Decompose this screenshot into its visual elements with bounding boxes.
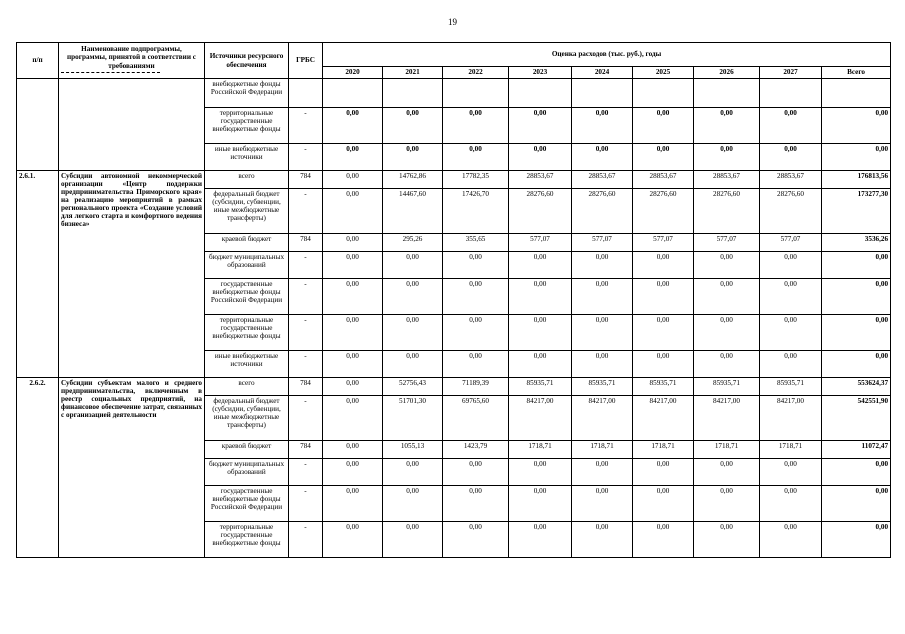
grbs-code: -: [289, 108, 323, 144]
year-value: 0,00: [760, 459, 822, 486]
year-value: 84217,00: [694, 396, 760, 441]
grbs-code: -: [289, 351, 323, 378]
year-value: 28853,67: [509, 171, 572, 189]
year-value: 0,00: [633, 459, 694, 486]
year-value: 85935,71: [509, 378, 572, 396]
year-value: 0,00: [443, 351, 509, 378]
year-value: 28276,60: [633, 189, 694, 234]
year-value: 51701,30: [383, 396, 443, 441]
year-value: 0,00: [323, 144, 383, 171]
year-value: [509, 79, 572, 108]
funding-source: государственные внебюджетные фонды Российской Федерации: [205, 486, 289, 522]
year-value: 0,00: [760, 522, 822, 558]
year-value: 28853,67: [572, 171, 633, 189]
year-value: 0,00: [443, 108, 509, 144]
table-row: [17, 79, 891, 108]
grbs-code: 784: [289, 441, 323, 459]
year-value: 0,00: [323, 171, 383, 189]
year-value: 1718,71: [509, 441, 572, 459]
funding-source: территориальные государственные внебюджетные фонды: [205, 522, 289, 558]
total-value: 0,00: [822, 252, 891, 279]
year-value: 0,00: [633, 279, 694, 315]
expenditure-table: [16, 42, 891, 558]
year-value: 577,07: [760, 234, 822, 252]
year-value: [383, 79, 443, 108]
total-value: 173277,30: [822, 189, 891, 234]
table-row: [17, 171, 891, 189]
header-pn: п/п: [17, 43, 59, 79]
year-value: 0,00: [760, 108, 822, 144]
funding-source: территориальные государственные внебюджетные фонды: [205, 108, 289, 144]
header-year: 2027: [760, 67, 822, 79]
year-value: 0,00: [323, 378, 383, 396]
row-index: [17, 79, 59, 171]
year-value: 0,00: [443, 315, 509, 351]
year-value: 0,00: [760, 144, 822, 171]
cut-line: [61, 72, 160, 76]
year-value: 1718,71: [633, 441, 694, 459]
year-value: 0,00: [694, 351, 760, 378]
year-value: 0,00: [383, 351, 443, 378]
year-value: 355,65: [443, 234, 509, 252]
year-value: 0,00: [572, 108, 633, 144]
year-value: 52756,43: [383, 378, 443, 396]
year-value: 14467,60: [383, 189, 443, 234]
year-value: 0,00: [694, 252, 760, 279]
funding-source: внебюджетные фонды Российской Федерации: [205, 79, 289, 108]
funding-source: всего: [205, 171, 289, 189]
year-value: 0,00: [383, 522, 443, 558]
year-value: 69765,60: [443, 396, 509, 441]
year-value: [694, 79, 760, 108]
total-value: 0,00: [822, 486, 891, 522]
year-value: 1718,71: [694, 441, 760, 459]
year-value: 0,00: [694, 522, 760, 558]
header-year: 2023: [509, 67, 572, 79]
year-value: 0,00: [509, 459, 572, 486]
year-value: 0,00: [323, 234, 383, 252]
year-value: 1718,71: [760, 441, 822, 459]
grbs-code: -: [289, 144, 323, 171]
header-year: 2020: [323, 67, 383, 79]
grbs-code: -: [289, 486, 323, 522]
year-value: 0,00: [572, 486, 633, 522]
year-value: 0,00: [694, 459, 760, 486]
year-value: 0,00: [383, 252, 443, 279]
year-value: [443, 79, 509, 108]
year-value: 0,00: [633, 522, 694, 558]
year-value: [572, 79, 633, 108]
grbs-code: -: [289, 459, 323, 486]
grbs-code: -: [289, 315, 323, 351]
header-year: 2025: [633, 67, 694, 79]
year-value: 577,07: [633, 234, 694, 252]
year-value: 0,00: [572, 144, 633, 171]
grbs-code: -: [289, 189, 323, 234]
year-value: 0,00: [443, 279, 509, 315]
year-value: 0,00: [760, 315, 822, 351]
total-value: 176813,56: [822, 171, 891, 189]
year-value: 1423,79: [443, 441, 509, 459]
page-number: 19: [448, 17, 457, 27]
year-value: 0,00: [509, 279, 572, 315]
measure-name: Субсидии автономной некоммерческой организации «Центр поддержки предпринимательства Приморского края» на реализацию мероприятий в рамках регионального проекта «Создание условий для легкого старта и комфортного ведения бизнеса»: [59, 171, 205, 378]
year-value: 0,00: [323, 396, 383, 441]
grbs-code: [289, 79, 323, 108]
year-value: 84217,00: [572, 396, 633, 441]
header-year: 2024: [572, 67, 633, 79]
year-value: 0,00: [633, 351, 694, 378]
grbs-code: -: [289, 522, 323, 558]
header-source: Источники ресурсного обеспечения: [205, 43, 289, 79]
total-value: 3536,26: [822, 234, 891, 252]
year-value: 0,00: [509, 486, 572, 522]
total-value: 553624,37: [822, 378, 891, 396]
total-value: 0,00: [822, 108, 891, 144]
grbs-code: 784: [289, 234, 323, 252]
total-value: 0,00: [822, 351, 891, 378]
header-year: 2021: [383, 67, 443, 79]
funding-source: краевой бюджет: [205, 441, 289, 459]
year-value: 0,00: [323, 252, 383, 279]
year-value: 0,00: [323, 522, 383, 558]
row-index: 2.6.1.: [17, 171, 59, 378]
grbs-code: -: [289, 396, 323, 441]
year-value: 0,00: [383, 459, 443, 486]
year-value: 0,00: [572, 252, 633, 279]
year-value: 1055,13: [383, 441, 443, 459]
total-value: 0,00: [822, 279, 891, 315]
funding-source: государственные внебюджетные фонды Российской Федерации: [205, 279, 289, 315]
year-value: 0,00: [572, 279, 633, 315]
year-value: 0,00: [572, 315, 633, 351]
year-value: 0,00: [509, 315, 572, 351]
year-value: 0,00: [323, 279, 383, 315]
funding-source: иные внебюджетные источники: [205, 351, 289, 378]
year-value: 0,00: [443, 459, 509, 486]
total-value: 0,00: [822, 144, 891, 171]
year-value: 0,00: [633, 144, 694, 171]
year-value: 0,00: [694, 486, 760, 522]
total-value: 0,00: [822, 459, 891, 486]
year-value: 0,00: [633, 252, 694, 279]
year-value: 0,00: [633, 315, 694, 351]
year-value: 0,00: [694, 315, 760, 351]
year-value: 295,26: [383, 234, 443, 252]
table-body: [17, 79, 891, 558]
year-value: 0,00: [443, 522, 509, 558]
year-value: 1718,71: [572, 441, 633, 459]
grbs-code: 784: [289, 171, 323, 189]
funding-source: всего: [205, 378, 289, 396]
year-value: 28853,67: [760, 171, 822, 189]
year-value: 28276,60: [572, 189, 633, 234]
funding-source: федеральный бюджет (субсидии, субвенции, иные межбюджетные трансферты): [205, 189, 289, 234]
measure-name: [59, 79, 205, 171]
year-value: 84217,00: [509, 396, 572, 441]
year-value: 0,00: [694, 108, 760, 144]
year-value: 0,00: [323, 441, 383, 459]
year-value: 577,07: [572, 234, 633, 252]
year-value: 84217,00: [633, 396, 694, 441]
year-value: 0,00: [633, 108, 694, 144]
grbs-code: -: [289, 279, 323, 315]
year-value: 0,00: [760, 279, 822, 315]
header-year: 2026: [694, 67, 760, 79]
year-value: 0,00: [383, 315, 443, 351]
row-index: 2.6.2.: [17, 378, 59, 558]
year-value: 0,00: [323, 108, 383, 144]
total-value: 11072,47: [822, 441, 891, 459]
year-value: 0,00: [443, 252, 509, 279]
year-value: 0,00: [509, 252, 572, 279]
year-value: 0,00: [383, 108, 443, 144]
year-value: 85935,71: [572, 378, 633, 396]
year-value: [633, 79, 694, 108]
year-value: 0,00: [323, 315, 383, 351]
year-value: 0,00: [323, 459, 383, 486]
year-value: 0,00: [760, 351, 822, 378]
year-value: 0,00: [323, 351, 383, 378]
year-value: 28853,67: [633, 171, 694, 189]
funding-source: краевой бюджет: [205, 234, 289, 252]
year-value: 0,00: [572, 459, 633, 486]
year-value: 0,00: [443, 144, 509, 171]
year-value: 0,00: [383, 486, 443, 522]
year-value: 0,00: [323, 486, 383, 522]
year-value: 17426,70: [443, 189, 509, 234]
year-value: 0,00: [509, 351, 572, 378]
year-value: 0,00: [509, 144, 572, 171]
year-value: [760, 79, 822, 108]
measure-name: Субсидии субъектам малого и среднего предпринимательства, включенным в реестр социальных предприятий, на финансовое обеспечение затрат, связанных с организацией деятельности: [59, 378, 205, 558]
year-value: 0,00: [509, 108, 572, 144]
total-value: 542551,90: [822, 396, 891, 441]
year-value: 0,00: [760, 252, 822, 279]
year-value: 84217,00: [760, 396, 822, 441]
year-value: 14762,86: [383, 171, 443, 189]
year-value: 0,00: [760, 486, 822, 522]
year-value: 28276,60: [760, 189, 822, 234]
year-value: 28853,67: [694, 171, 760, 189]
year-value: 0,00: [443, 486, 509, 522]
header-year: 2022: [443, 67, 509, 79]
year-value: 0,00: [383, 279, 443, 315]
funding-source: бюджет муниципальных образований: [205, 459, 289, 486]
total-value: [822, 79, 891, 108]
year-value: 28276,60: [509, 189, 572, 234]
year-value: 85935,71: [760, 378, 822, 396]
year-value: 17782,35: [443, 171, 509, 189]
year-value: 0,00: [694, 279, 760, 315]
year-value: [323, 79, 383, 108]
grbs-code: -: [289, 252, 323, 279]
year-value: 577,07: [694, 234, 760, 252]
funding-source: федеральный бюджет (субсидии, субвенции, иные межбюджетные трансферты): [205, 396, 289, 441]
year-value: 85935,71: [633, 378, 694, 396]
header-estimate: Оценка расходов (тыс. руб.), годы: [323, 43, 891, 67]
total-value: 0,00: [822, 522, 891, 558]
year-value: 0,00: [694, 144, 760, 171]
year-value: 71189,39: [443, 378, 509, 396]
year-value: 0,00: [633, 486, 694, 522]
year-value: 0,00: [572, 522, 633, 558]
total-value: 0,00: [822, 315, 891, 351]
header-year: Всего: [822, 67, 891, 79]
header-name: Наименование подпрограммы, программы, принятой в соответствии с требованиями: [59, 43, 205, 79]
funding-source: территориальные государственные внебюджетные фонды: [205, 315, 289, 351]
funding-source: бюджет муниципальных образований: [205, 252, 289, 279]
grbs-code: 784: [289, 378, 323, 396]
funding-source: иные внебюджетные источники: [205, 144, 289, 171]
year-value: 0,00: [383, 144, 443, 171]
table-row: [17, 378, 891, 396]
year-value: 0,00: [572, 351, 633, 378]
year-value: 0,00: [323, 189, 383, 234]
header-grbs: ГРБС: [289, 43, 323, 79]
year-value: 0,00: [509, 522, 572, 558]
year-value: 85935,71: [694, 378, 760, 396]
year-value: 577,07: [509, 234, 572, 252]
year-value: 28276,60: [694, 189, 760, 234]
